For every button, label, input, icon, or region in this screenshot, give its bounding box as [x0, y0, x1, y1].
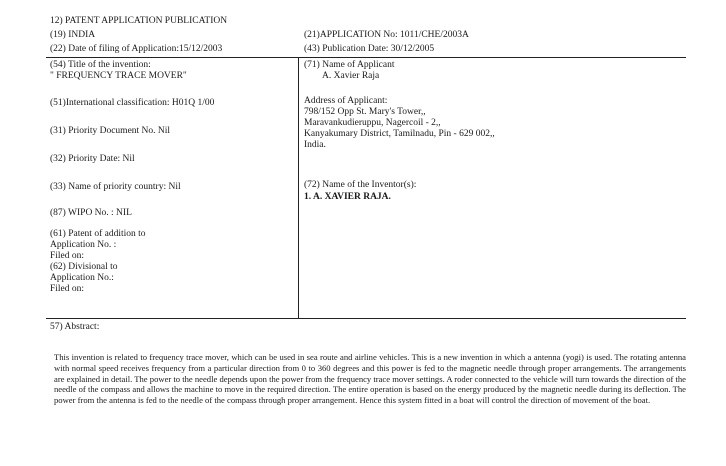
abstract-text: This invention is related to frequency trace mover, which can be used in sea route and airline vehicles. This is a new invention in which a antenna (yogi) is used. The rotating antenna with normal speed receives frequency from a particular direction from 0 to 360 degrees and this power is fed to the magnetic needle through proper arrangements. The arrangements are explained in detail. The power to the needle depends upon the power from the frequency trace mover settings. A roder connected to the vehicle will turn towards the direction of the needle of the compass and allows the machine to move in the required direction. The entire operation is based on the energy produced by the magnetic needle during its deflection. The power from the antenna is fed to the needle of the compass through proper arrangement. Hence this system fitted in a boat will control the direction of movement of the boat.	[54, 352, 686, 406]
column-divider	[298, 57, 299, 319]
abstract-label: 57) Abstract:	[50, 322, 100, 332]
publication-title: 12) PATENT APPLICATION PUBLICATION	[50, 16, 228, 26]
address-line: Kanyakumary District, Tamilnadu, Pin - 629 002,,	[304, 129, 495, 139]
table-bottom-rule	[46, 318, 686, 319]
address-label: Address of Applicant:	[304, 96, 388, 106]
international-classification: (51)International classification: H01Q 1/00	[50, 98, 215, 108]
applicant-label: (71) Name of Applicant	[304, 60, 395, 70]
addition-line: (61) Patent of addition to	[50, 229, 146, 239]
invention-title: " FREQUENCY TRACE MOVER"	[50, 71, 187, 81]
address-line: 798/152 Opp St. Mary's Tower,,	[304, 107, 426, 117]
invention-title-label: (54) Title of the invention:	[50, 60, 151, 70]
application-number: (21)APPLICATION No: 1011/CHE/2003A	[304, 30, 469, 40]
addition-line: (62) Divisional to	[50, 262, 118, 272]
publication-date: (43) Publication Date: 30/12/2005	[304, 44, 435, 54]
address-line: India.	[304, 140, 326, 150]
addition-divisional-block	[50, 229, 146, 295]
addition-line: Filed on:	[50, 251, 85, 261]
table-top-rule	[46, 57, 686, 58]
filing-date: (22) Date of filing of Application:15/12/2003	[50, 44, 223, 54]
applicant-name: A. Xavier Raja	[322, 71, 380, 81]
addition-line: Application No. :	[50, 240, 117, 250]
country: (19) INDIA	[50, 30, 96, 40]
priority-country: (33) Name of priority country: Nil	[50, 182, 181, 192]
addition-line: Filed on:	[50, 284, 85, 294]
inventor-label: (72) Name of the Inventor(s):	[304, 180, 417, 190]
applicant-address	[304, 107, 495, 151]
addition-line: Application No.:	[50, 273, 114, 283]
priority-date: (32) Priority Date: Nil	[50, 154, 135, 164]
priority-document: (31) Priority Document No. Nil	[50, 126, 171, 136]
inventor-name: 1. A. XAVIER RAJA.	[304, 192, 391, 202]
address-line: Maravankudieruppu, Nagercoil - 2,,	[304, 118, 441, 128]
wipo-number: (87) WIPO No. : NIL	[50, 208, 132, 218]
